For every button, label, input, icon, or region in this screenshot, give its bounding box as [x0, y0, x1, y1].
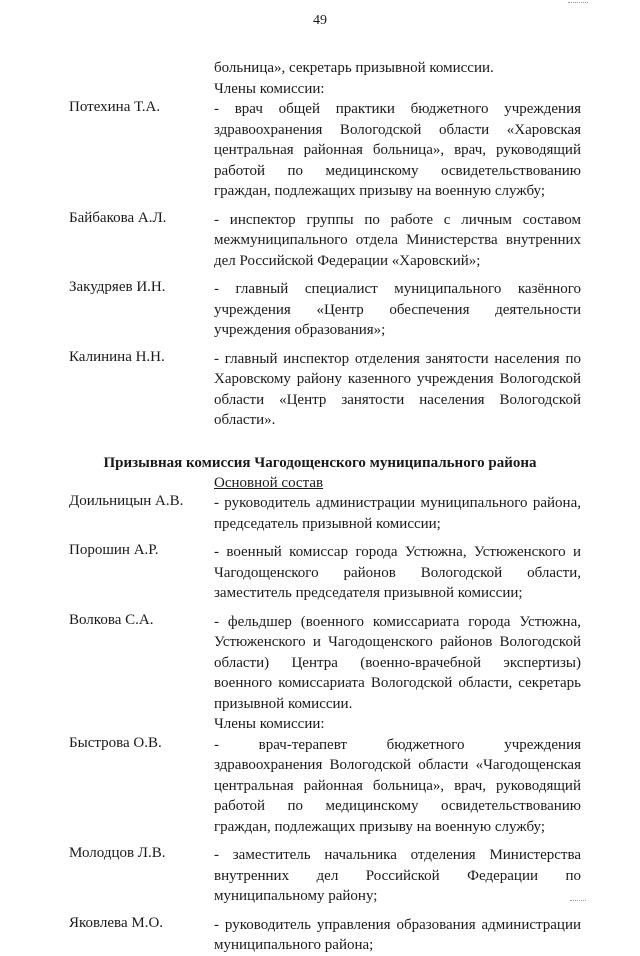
spacer — [0, 341, 640, 349]
member-entry — [0, 845, 640, 907]
member-name: Потехина Т.А. — [69, 99, 161, 115]
member-name: Байбакова А.Л. — [69, 209, 167, 226]
member-name: Молодцов Л.В. — [69, 845, 166, 861]
scan-corner-mark-top — [568, 2, 588, 4]
member-name: Яковлева М.О. — [69, 914, 164, 931]
main-description: - фельдшер (военного комиссариата города Устюжна, Устюженского и Чагодощенского районов Вологодской области) Центра (военно-врачебной экспертизы) военного комиссариата Вологодской области, секретарь призывной комиссии. — [214, 613, 581, 712]
member-description: - главный специалист муниципального казённого учреждения «Центр обеспечения деятельности учреждения образования»; — [214, 281, 581, 338]
members-label: Члены комиссии: — [214, 80, 325, 97]
main-name: Волкова С.А. — [69, 611, 154, 628]
member-description: - заместитель начальника отделения Министерства внутренних дел Российской Федерации по муниципальному району; — [214, 847, 581, 904]
member-entry — [0, 915, 640, 956]
member-description: - врач общей практики бюджетного учреждения здравоохранения Вологодской области «Харовская центральная районная больница», врач, руководящий работой по медицинскому освидетельствованию граждан, подлежащих призыву на военную службу; — [214, 101, 581, 199]
spacer — [0, 534, 640, 542]
spacer — [0, 271, 640, 279]
main-description: - руководитель администрации муниципального района, председатель призывной комиссии; — [214, 495, 581, 532]
member-name: Быстрова О.В. — [69, 734, 162, 751]
member-name: Закудряев И.Н. — [69, 279, 166, 295]
spacer — [0, 907, 640, 915]
spacer — [0, 604, 640, 612]
spacer — [0, 431, 640, 453]
member-entry — [0, 735, 640, 838]
section-title: Призывная комиссия Чагодощенского муниципального района — [103, 454, 537, 471]
page-number: 49 — [313, 13, 327, 28]
main-entry — [0, 612, 640, 715]
member-name: Калинина Н.Н. — [69, 348, 165, 365]
member-entry — [0, 279, 640, 341]
main-entry — [0, 493, 640, 534]
spacer — [0, 837, 640, 845]
document-body — [0, 58, 640, 956]
main-description: - военный комиссар города Устюжна, Устюженского и Чагодощенского районов Вологодской области, заместитель председателя призывной комиссии; — [214, 544, 581, 601]
member-entry — [0, 349, 640, 431]
scan-corner-mark-bottom — [570, 900, 586, 902]
member-entry — [0, 210, 640, 272]
member-entry — [0, 99, 640, 202]
main-name: Доильницын А.В. — [69, 493, 184, 509]
spacer — [0, 202, 640, 210]
main-composition-label: Основной состав — [214, 474, 324, 491]
main-entry — [0, 542, 640, 604]
member-description: - врач-терапевт бюджетного учреждения здравоохранения Вологодской области «Чагодощенская центральная районная больница», врач, руководящий работой по медицинскому освидетельствованию граждан, подлежащих призыву на военную службу; — [214, 736, 581, 835]
main-name: Порошин А.Р. — [69, 542, 159, 558]
member-description: - главный инспектор отделения занятости населения по Харовскому району казенного учреждения Вологодской области «Центр занятости населения Вологодской области». — [214, 350, 581, 428]
members-label: Члены комиссии: — [214, 716, 325, 732]
continuation-text: больница», секретарь призывной комиссии. — [214, 60, 494, 76]
member-description: - руководитель управления образования администрации муниципального района; — [214, 916, 581, 953]
member-description: - инспектор группы по работе с личным составом межмуниципального отдела Министерства внутренних дел Российской Федерации «Харовский»; — [214, 211, 581, 269]
